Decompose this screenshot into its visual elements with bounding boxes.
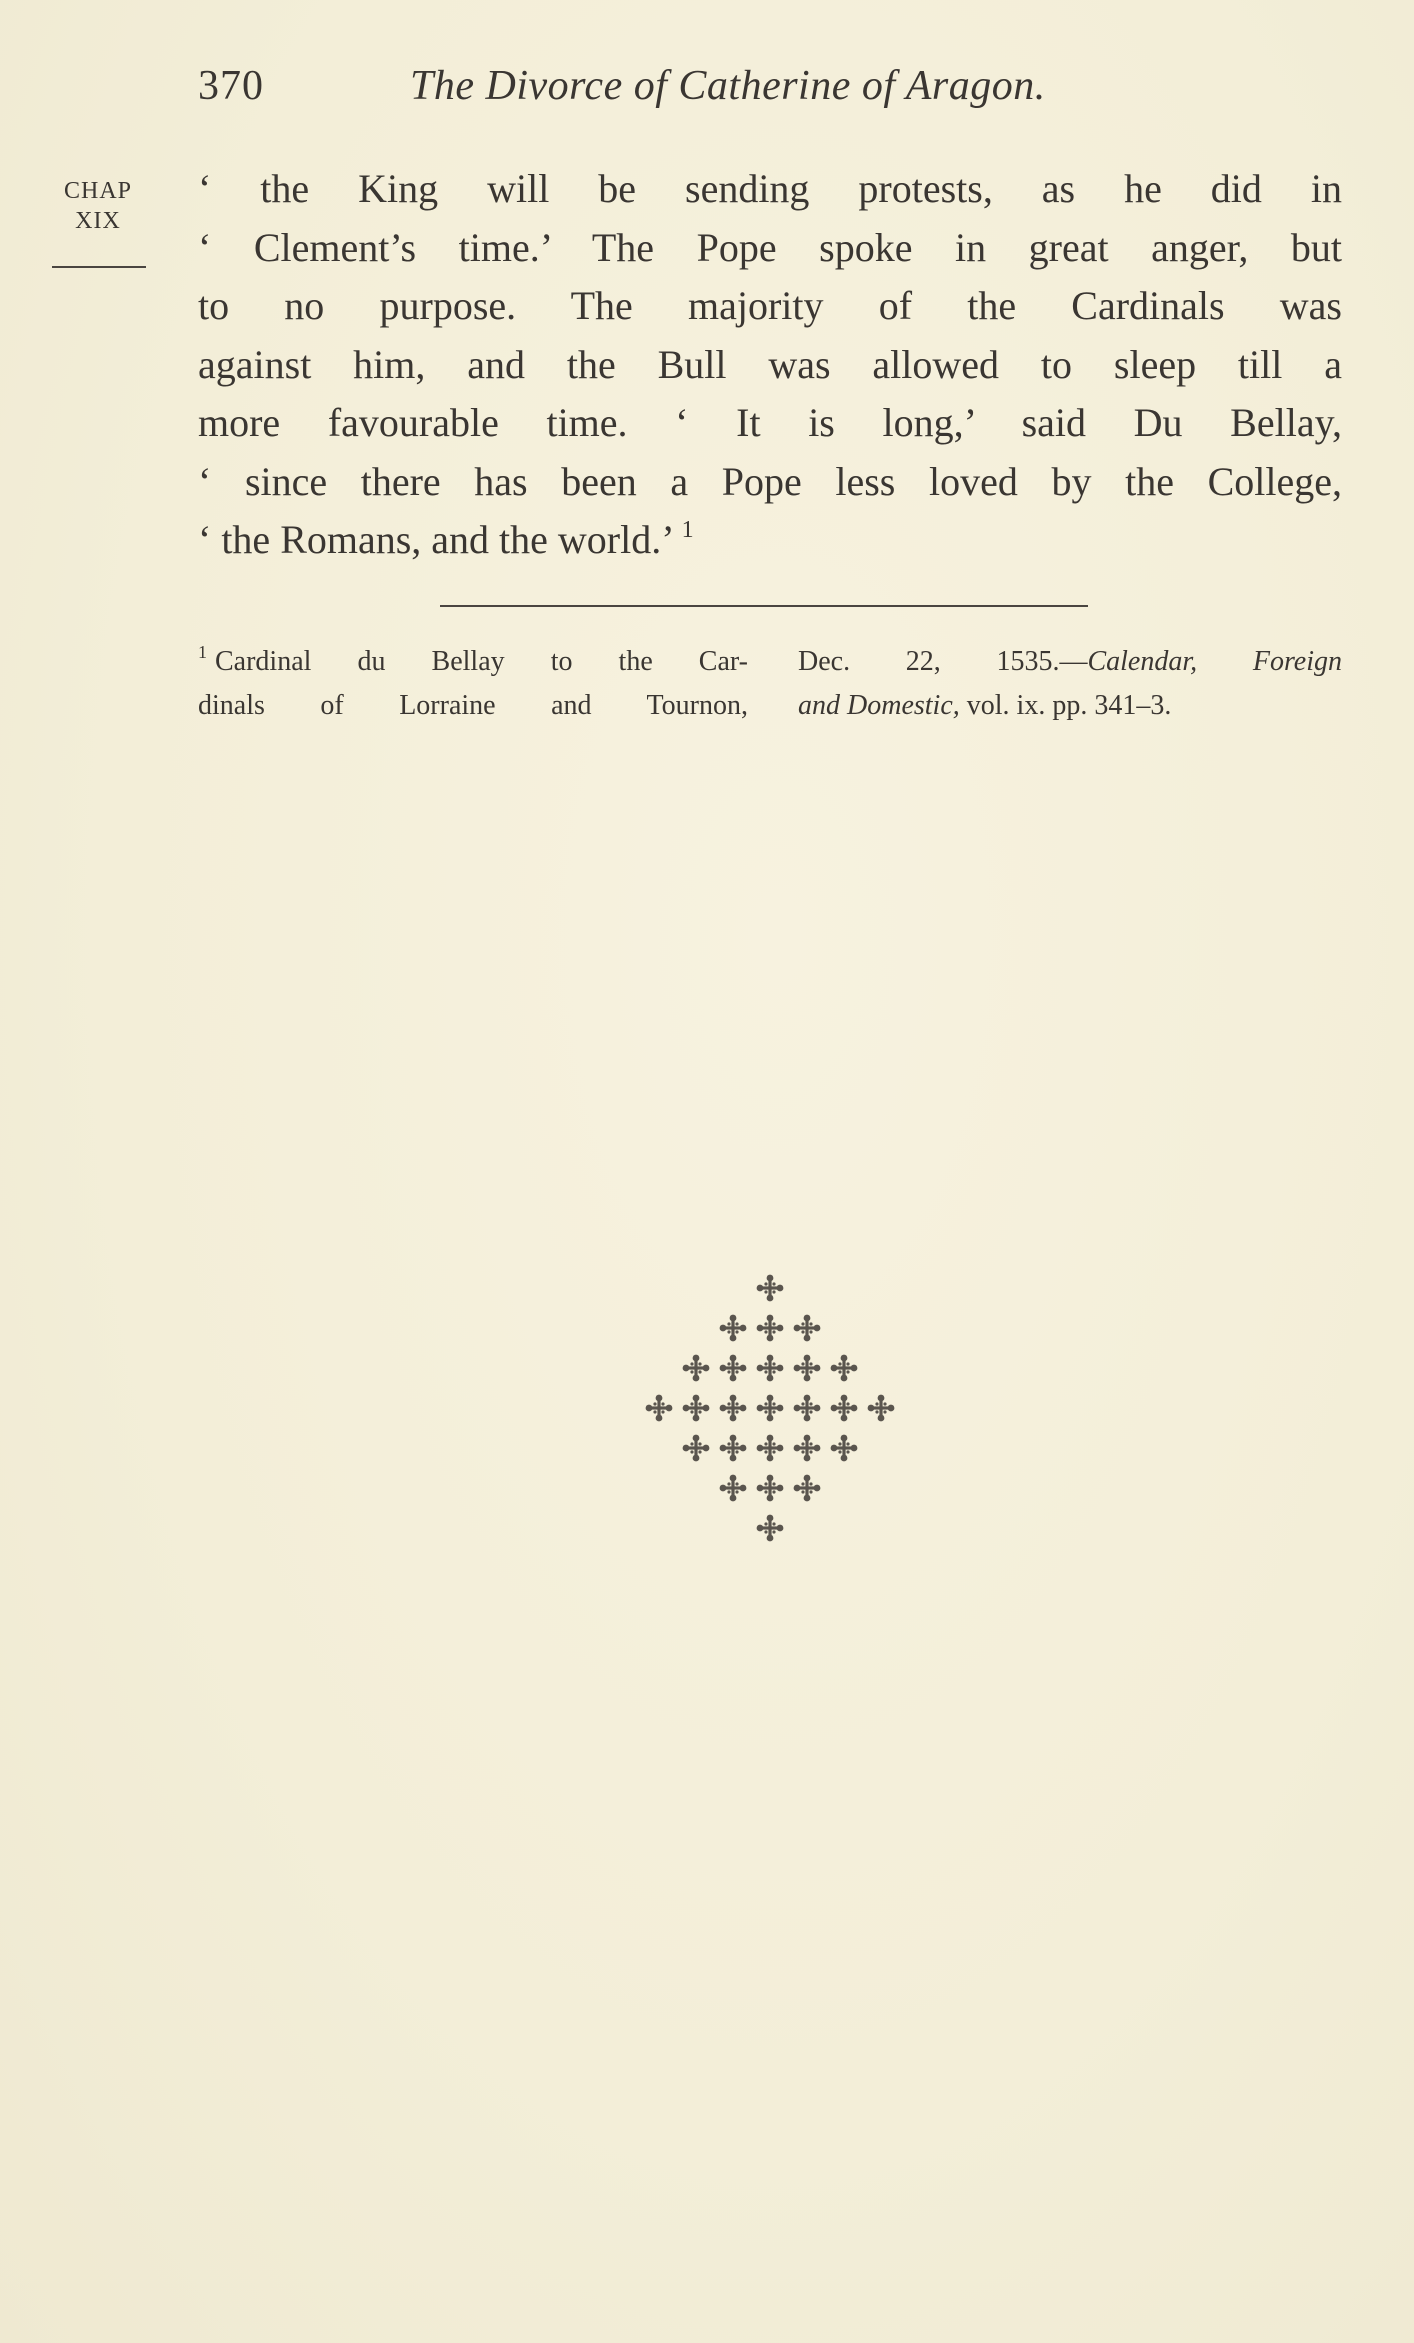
cross-fleuree-icon <box>720 1475 747 1502</box>
body-line: ‘ the King will be sending protests, as he did in <box>198 166 1342 211</box>
ornament-diamond <box>600 1262 940 1562</box>
chapter-label: CHAP <box>63 178 133 204</box>
cross-fleuree-icon <box>683 1355 710 1382</box>
cross-fleuree-icon <box>720 1435 747 1462</box>
footnote-source-title-cont: and Domestic, <box>798 690 960 721</box>
body-line: more favourable time. ‘ It is long,’ said Du Bellay, <box>198 400 1342 445</box>
cross-fleuree-icon <box>757 1395 784 1422</box>
cross-fleuree-icon <box>757 1515 784 1542</box>
cross-fleuree-icon <box>720 1355 747 1382</box>
chapter-margin-note <box>50 176 146 236</box>
margin-rule <box>52 266 146 268</box>
cross-fleuree-icon <box>794 1475 821 1502</box>
cross-fleuree-icon <box>757 1435 784 1462</box>
running-head <box>198 58 1338 114</box>
footnote-source-title: Calendar, Foreign <box>1087 646 1343 677</box>
body-line-text: ‘ the Romans, and the world.’ <box>198 517 672 562</box>
cross-fleuree-icon <box>720 1315 747 1342</box>
footnote-line: dinals of Lorraine and Tournon, <box>198 690 748 721</box>
body-line: against him, and the Bull was allowed to sleep till a <box>198 341 1342 387</box>
cross-fleuree-icon <box>720 1395 747 1422</box>
footnote-right-column <box>798 640 1342 728</box>
footnote-line <box>798 640 1342 684</box>
ornament-graphic <box>600 1262 940 1562</box>
cross-fleuree-icon <box>683 1395 710 1422</box>
body-paragraph <box>198 160 1342 570</box>
cross-fleuree-icon <box>646 1395 673 1422</box>
footnote-rule <box>440 605 1088 607</box>
cross-fleuree-icon <box>683 1435 710 1462</box>
footnote-text: Cardinal du Bellay to the Car- <box>215 646 748 677</box>
chapter-number: XIX <box>75 208 121 234</box>
footnote-citation: vol. ix. pp. 341–3. <box>959 690 1172 721</box>
body-line: ‘ since there has been a Pope less loved by the College, <box>198 458 1342 504</box>
footnote-line <box>198 640 748 684</box>
running-title: The Divorce of Catherine of Aragon. <box>410 63 1046 109</box>
cross-fleuree-icon <box>757 1315 784 1342</box>
cross-fleuree-icon <box>831 1395 858 1422</box>
cross-fleuree-icon <box>757 1475 784 1502</box>
footnote-reference: 1 <box>681 517 694 543</box>
cross-fleuree-icon <box>794 1435 821 1462</box>
body-line: ‘ Clement’s time.’ The Pope spoke in great anger, but <box>198 224 1342 270</box>
body-line-last <box>198 511 1342 570</box>
body-line: to no purpose. The majority of the Cardinals was <box>198 283 1342 328</box>
cross-fleuree-icon <box>757 1355 784 1382</box>
cross-fleuree-icon <box>868 1395 895 1422</box>
cross-fleuree-icon <box>794 1315 821 1342</box>
cross-fleuree-icon <box>831 1435 858 1462</box>
cross-fleuree-icon <box>794 1355 821 1382</box>
footnote-left-column <box>198 640 748 728</box>
footnote-date: Dec. 22, 1535.— <box>798 646 1088 677</box>
cross-fleuree-icon <box>794 1395 821 1422</box>
page-number: 370 <box>198 63 264 109</box>
footnote-marker: 1 <box>198 642 207 662</box>
cross-fleuree-icon <box>831 1355 858 1382</box>
footnote-line <box>798 684 1342 728</box>
cross-fleuree-icon <box>757 1275 784 1302</box>
